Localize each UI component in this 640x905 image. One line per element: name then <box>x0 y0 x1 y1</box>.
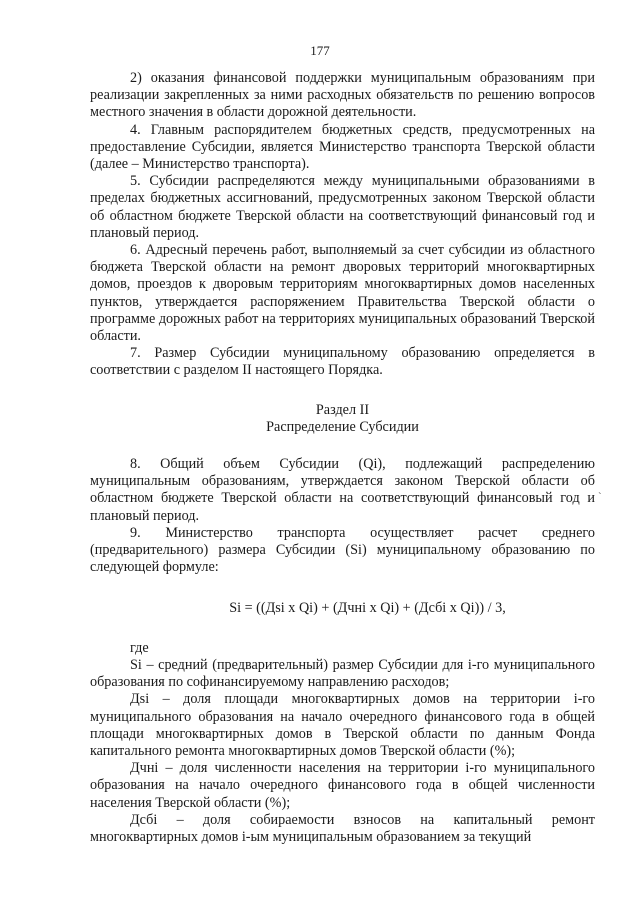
paragraph-5: 5. Субсидии распределяются между муниципальными образованиями в пределах бюджетных ассигнований, предусмотренных законом Тверской области об областном бюджете Тверской области на соответствующий финансовый год и плановый период. <box>90 173 595 241</box>
paragraph-4: 4. Главным распорядителем бюджетных средств, предусмотренных на предоставление Субсидии, является Министерство транспорта Тверской области (далее – Министерство транспорта). <box>90 121 595 173</box>
paragraph-8: 8. Общий объем Субсидии (Qi), подлежащий распределению муниципальным образованиям, утверждается законом Тверской области об областном бюджете Тверской области на соответствующий финансовый год и плановый период. <box>90 456 595 524</box>
definition-dchni: Дчнi – доля численности населения на территории i-го муниципального образования на начало очередного финансового года в общей численности населения Тверской области (%); <box>90 760 595 811</box>
paragraph-6: 6. Адресный перечень работ, выполняемый за счет субсидии из областного бюджета Тверской области на ремонт дворовых территорий многоквартирных домов, проездов к дворовым территориям многоквартирных домов населенных пунктов, утверждается распоряжением Правительства Тверской области о программе дорожных работ на территориях муниципальных образований Тверской области. <box>90 242 595 345</box>
section-number: Раздел II <box>315 401 370 418</box>
formula: Si = ((Дsi x Qi) + (Дчнi x Qi) + (Дсбi x Qi)) / 3, <box>229 600 506 617</box>
document-body <box>90 70 595 846</box>
paragraph-7: 7. Размер Субсидии муниципальному образованию определяется в соответствии с разделом II настоящего Порядка. <box>90 345 595 379</box>
paragraph-9: 9. Министерство транспорта осуществляет расчет среднего (предварительного) размера Субсидии (Si) муниципальному образованию по следующей формуле: <box>90 524 595 576</box>
definition-dsi: Дsi – доля площади многоквартирных домов на территории i-го муниципального образования на начало очередного финансового года в общей площади многоквартирных домов в Тверской области по данным Фонда капитального ремонта многоквартирных домов Тверской области (%); <box>90 691 595 759</box>
definition-dsbi: Дсбi – доля собираемости взносов на капитальный ремонт многоквартирных домов i-ым муниципальным образованием за текущий <box>90 811 595 845</box>
paragraph-item-2: 2) оказания финансовой поддержки муниципальным образованиям при реализации закрепленных за ними расходных обязательств по решению вопросов местного значения в области дорожной деятельности. <box>90 70 595 121</box>
where-label: где <box>130 639 149 656</box>
page-number: 177 <box>310 43 330 58</box>
definition-si: Si – средний (предварительный) размер Субсидии для i-го муниципального образования по софинансируемому направлению расходов; <box>90 656 595 691</box>
section-title: Распределение Субсидии <box>266 418 419 435</box>
scan-mark: ` <box>598 491 602 503</box>
